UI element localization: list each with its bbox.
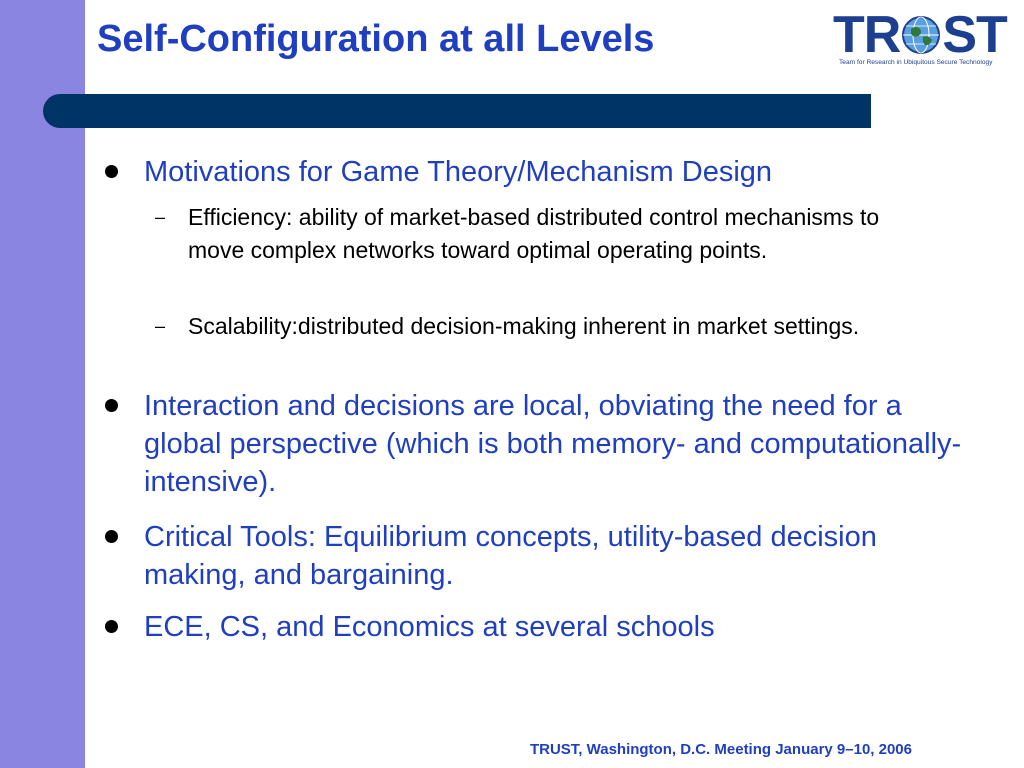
bullet-dot: [105, 620, 118, 633]
bullet-text: Critical Tools: Equilibrium concepts, utility-based decision making, and bargaining.: [144, 521, 877, 591]
bullet-dot: [105, 530, 118, 543]
bullet-text: Motivations for Game Theory/Mechanism Design: [144, 156, 773, 188]
sub-bullet-dash: –: [155, 207, 166, 227]
sub-bullet-text: Scalability:distributed decision-making inherent in market settings.: [188, 313, 860, 339]
bullet-item: [105, 387, 965, 501]
logo-tagline: Team for Research in Ubiquitous Secure Technology: [839, 59, 993, 66]
sub-bullet-item: [155, 201, 915, 267]
slide-title: Self-Configuration at all Levels: [97, 18, 655, 60]
bullet-item: [105, 518, 965, 594]
bullet-text: Interaction and decisions are local, obviating the need for a global perspective (which is both memory- and computationally-intensive).: [144, 390, 962, 498]
bullet-dot: [105, 399, 118, 412]
logo-word-right: ST: [942, 6, 1007, 64]
sub-bullet-text: Efficiency: ability of market-based distributed control mechanisms to move complex networks toward optimal operating points.: [188, 204, 880, 263]
sub-bullet-item: [155, 310, 915, 343]
slide-footer: TRUST, Washington, D.C. Meeting January 9–10, 2006: [529, 741, 912, 758]
bullet-text: ECE, CS, and Economics at several schools: [144, 611, 715, 643]
logo-word-left: TR: [833, 6, 901, 64]
bullet-item: [105, 608, 965, 646]
bullet-item: [105, 153, 965, 191]
sub-bullet-dash: –: [155, 316, 166, 336]
bullet-dot: [105, 165, 118, 178]
